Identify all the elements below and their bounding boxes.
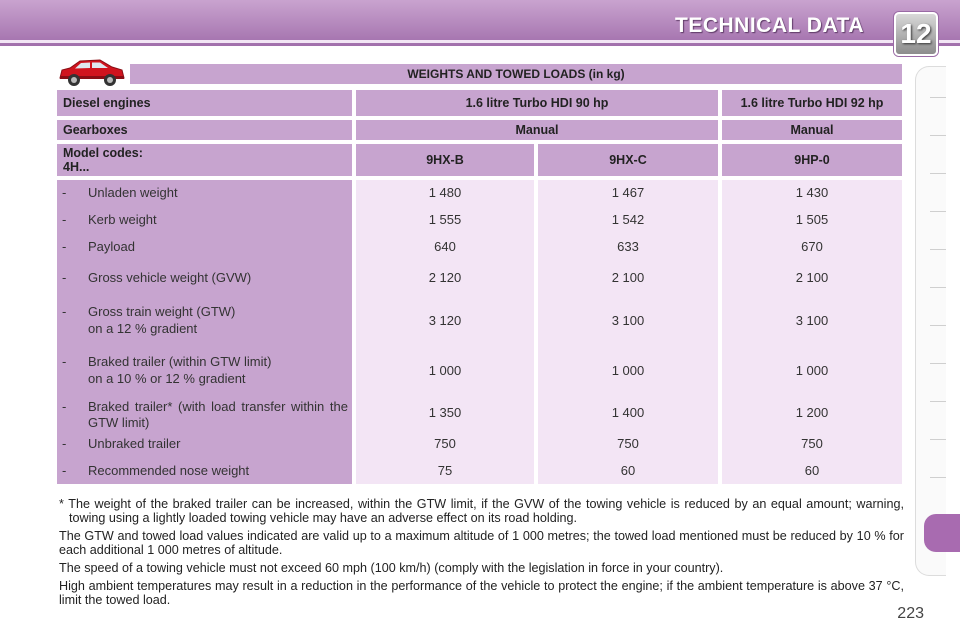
model-code-3: 9HP-0 (722, 144, 902, 176)
note-paragraph: The speed of a towing vehicle must not exceed 60 mph (100 km/h) (comply with the legislation in force in your country). (59, 561, 724, 575)
table-cell: 1 505 (795, 212, 829, 227)
car-icon (56, 56, 128, 88)
table-cell: 633 (617, 239, 639, 254)
page-title: TECHNICAL DATA (675, 14, 864, 37)
gearbox-label: Gearboxes (57, 120, 352, 140)
tab-mark (930, 173, 946, 174)
table-cell: 750 (801, 436, 823, 451)
table-cell: 750 (617, 436, 639, 451)
table-row: - Braked trailer* (with load transfer within the GTW limit) (62, 399, 348, 430)
header-divider (0, 40, 960, 43)
footnote: * The weight of the braked trailer can be increased, within the GTW limit, if the GVW of the towing vehicle is reduced by an equal amount; warning, towing using a lightly loaded towing vehicle may have an adverse effect on its road holding. (59, 497, 904, 525)
tab-mark (930, 363, 946, 364)
table-cell: 1 200 (795, 405, 829, 420)
row-label: Unbraked trailer (88, 436, 181, 451)
chapter-badge: 12 (894, 12, 938, 56)
table-cell: 1 480 (428, 185, 462, 200)
table-cell: 60 (804, 463, 820, 478)
table-cell: 640 (434, 239, 456, 254)
table-cell: 2 100 (795, 270, 829, 285)
notes-section (59, 497, 904, 611)
engine-col-1: 1.6 litre Turbo HDI 90 hp (356, 90, 718, 116)
table-cell: 75 (437, 463, 453, 478)
tab-mark (930, 249, 946, 250)
table-cell: 2 100 (611, 270, 645, 285)
row-label: Kerb weight (88, 212, 157, 227)
tab-mark (930, 97, 946, 98)
note-paragraph: High ambient temperatures may result in a reduction in the performance of the vehicle to protect the engine; if the ambient temperature is above 37 °C, limit the towed load. (59, 579, 904, 607)
table-cell: 1 542 (611, 212, 645, 227)
table-cell: 1 555 (428, 212, 462, 227)
table-cell: 1 000 (611, 363, 645, 378)
engine-col-2: 1.6 litre Turbo HDI 92 hp (722, 90, 902, 116)
gearbox-col-1: Manual (356, 120, 718, 140)
table-cell: 2 120 (428, 270, 462, 285)
chapter-tab-active[interactable] (924, 514, 960, 552)
row-label: Recommended nose weight (88, 463, 250, 478)
engines-label: Diesel engines (57, 90, 352, 116)
model-codes-label (57, 144, 352, 176)
table-cell: 3 100 (795, 313, 829, 328)
table-cell: 1 000 (795, 363, 829, 378)
tab-mark (930, 287, 946, 288)
table-cell: 1 400 (611, 405, 645, 420)
table-row: - Braked trailer (within GTW limit) on a 10 % or 12 % gradient (62, 354, 348, 388)
tab-mark (930, 477, 946, 478)
tab-mark (930, 401, 946, 402)
table-row: - Gross train weight (GTW) on a 12 % gradient (62, 304, 348, 338)
table-cell: 1 467 (611, 185, 645, 200)
row-sublabel: on a 10 % or 12 % gradient (88, 371, 246, 386)
page-number: 223 (897, 605, 924, 622)
row-label: Gross vehicle weight (GVW) (88, 270, 252, 285)
row-sublabel: on a 12 % gradient (88, 321, 198, 336)
table-cell: 60 (620, 463, 636, 478)
table-cell: 3 120 (428, 313, 462, 328)
tab-mark (930, 211, 946, 212)
table-cell: 3 100 (611, 313, 645, 328)
row-label: Gross train weight (GTW) (88, 304, 236, 319)
table-cell: 670 (801, 239, 823, 254)
gearbox-col-2: Manual (722, 120, 902, 140)
note-paragraph: The GTW and towed load values indicated are valid up to a maximum altitude of 1 000 metres; the towed load mentioned must be reduced by 10 % for each additional 1 000 metres of altitude. (59, 529, 904, 557)
tab-mark (930, 135, 946, 136)
table-title: WEIGHTS AND TOWED LOADS (in kg) (130, 64, 902, 84)
table-cell: 1 000 (428, 363, 462, 378)
model-codes-label-line1: Model codes: (63, 146, 143, 160)
tab-mark (930, 439, 946, 440)
table-cell: 1 430 (795, 185, 829, 200)
table-cell: 1 350 (428, 405, 462, 420)
row-label: Braked trailer (within GTW limit) (88, 354, 272, 369)
model-code-1: 9HX-B (356, 144, 534, 176)
row-label: Payload (88, 239, 135, 254)
chapter-tab-strip[interactable] (915, 66, 946, 576)
row-label: Unladen weight (88, 185, 178, 200)
model-codes-label-line2: 4H... (63, 160, 90, 174)
tab-mark (930, 325, 946, 326)
model-code-2: 9HX-C (538, 144, 718, 176)
table-cell: 750 (434, 436, 456, 451)
row-label: Braked trailer* (with load transfer within the GTW limit) (88, 399, 348, 430)
